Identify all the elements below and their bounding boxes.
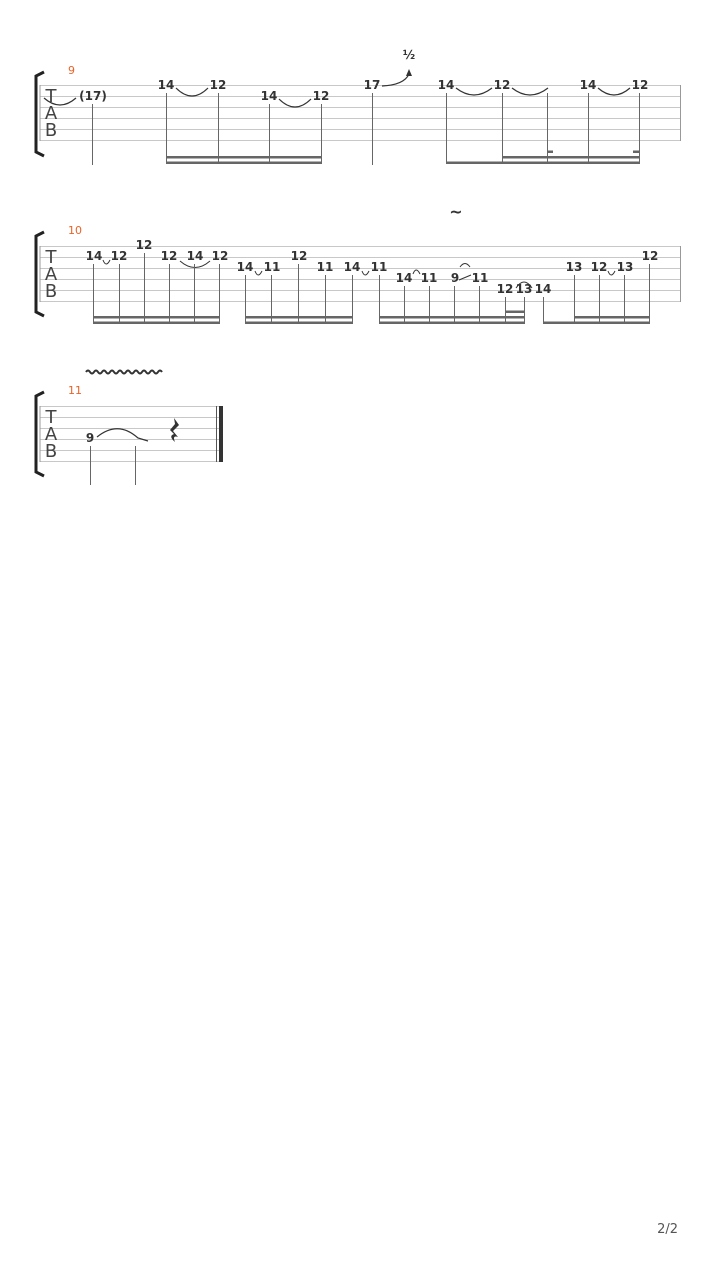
fret-number: 13 [565,260,583,274]
fret-number: 9 [450,271,460,285]
fret-number: 13 [515,282,533,296]
tab-clef-b: B [44,120,58,141]
fret-number: 14 [85,249,103,263]
fret-number: 14 [437,78,455,92]
fret-number: 11 [370,260,388,274]
bar-number: 10 [68,224,82,237]
fret-number: 13 [616,260,634,274]
tab-staff-lines [40,407,222,462]
fret-number: (17) [79,89,107,103]
tab-clef-a: A [44,264,58,285]
fret-number: 14 [534,282,552,296]
fret-number: 11 [420,271,438,285]
fret-number: 14 [236,260,254,274]
note-beams [166,151,640,165]
tab-staff-lines [40,247,680,302]
bend-label: ½ [402,48,416,62]
fret-number: 12 [590,260,608,274]
tab-clef-t: T [45,407,57,428]
fret-number: 14 [260,89,278,103]
system-1 [36,48,681,165]
fret-number: 12 [110,249,128,263]
note-beams [93,311,650,325]
fret-number: 12 [135,238,153,252]
fret-number: 12 [631,78,649,92]
quarter-rest-icon [170,418,179,442]
system-2 [36,202,681,324]
tab-clef-t: T [45,247,57,268]
final-barline-thick [219,406,223,462]
system-3 [36,371,223,486]
fret-numbers [79,78,648,103]
fret-number: 11 [263,260,281,274]
bend-arrow [382,74,409,86]
fret-number: 12 [209,78,227,92]
fret-number: 11 [316,260,334,274]
tab-clef-t: T [45,86,57,107]
bend-arrowhead [406,69,412,76]
slur-arcs [176,88,630,107]
bar-number: 11 [68,384,82,397]
tab-staff-lines [40,86,680,141]
ornament-mark: ~ [449,202,463,221]
fret-number: 14 [343,260,361,274]
fret-number: 12 [641,249,659,263]
bar-number: 9 [68,64,75,77]
fret-number: 17 [363,78,381,92]
fret-number: 14 [579,78,597,92]
note-stems [91,446,136,485]
fret-number: 12 [493,78,511,92]
fret-number: 11 [471,271,489,285]
tab-clef-a: A [44,424,58,445]
tab-clef-a: A [44,103,58,124]
fret-number: 14 [395,271,413,285]
vibrato-line [86,371,162,374]
tab-clef-b: B [44,441,58,462]
fret-number: 14 [157,78,175,92]
fret-number: 14 [186,249,204,263]
tab-clef-b: B [44,281,58,302]
fret-number: 9 [85,431,95,445]
fret-number: 12 [160,249,178,263]
fret-number: 12 [290,249,308,263]
fret-number: 12 [496,282,514,296]
fret-number: 12 [312,89,330,103]
fret-number: 12 [211,249,229,263]
page-number: 2/2 [657,1222,678,1237]
